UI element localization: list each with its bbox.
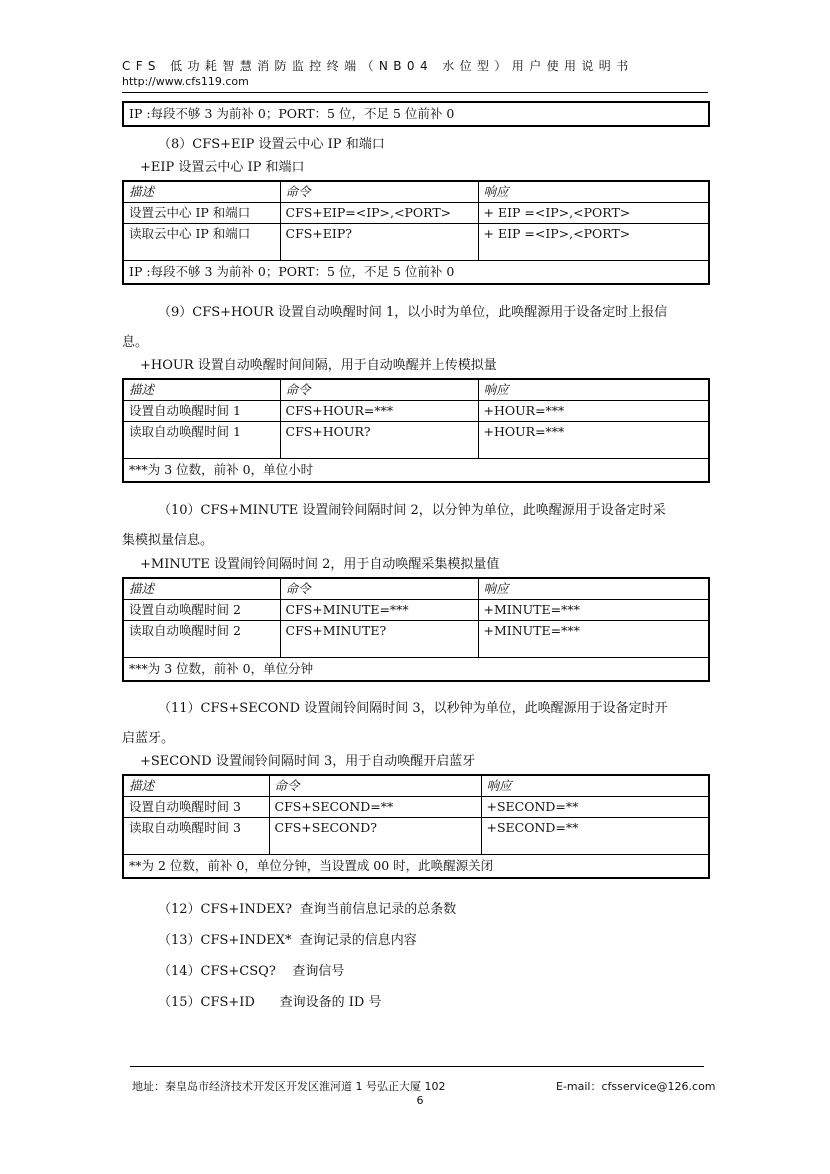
header-divider (122, 92, 708, 93)
table-row (123, 818, 709, 855)
cell-command: CFS+SECOND=** (269, 797, 481, 818)
table-note: **为 2 位数，前补 0，单位分钟，当设置成 00 时，此唤醒源关闭 (123, 855, 709, 879)
col-command: 命令 (280, 379, 478, 401)
hour-command-table (122, 378, 710, 483)
document-title: CFS 低功耗智慧消防监控终端（NB04 水位型）用户使用说明书 (122, 59, 634, 73)
cell-description: 读取自动唤醒时间 1 (123, 422, 280, 459)
table-row (123, 401, 709, 422)
col-command: 命令 (280, 578, 478, 600)
col-command: 命令 (280, 181, 478, 203)
page-number: 6 (416, 1094, 424, 1107)
table-row (123, 224, 709, 261)
table-row (123, 621, 709, 658)
cell-description: 设置自动唤醒时间 3 (123, 797, 269, 818)
list-item: （13）CFS+INDEX* 查询记录的信息内容 (158, 933, 417, 948)
website-url[interactable]: http://www.cfs119.com (122, 75, 249, 88)
list-item: （15）CFS+ID 查询设备的 ID 号 (158, 995, 382, 1010)
col-response: 响应 (481, 775, 709, 797)
cell-response: +SECOND=** (481, 818, 709, 855)
page-header (122, 58, 708, 90)
cell-command: CFS+EIP=<IP>,<PORT> (280, 203, 478, 224)
col-command: 命令 (269, 775, 481, 797)
cell-response: +MINUTE=*** (478, 621, 709, 658)
section-8-heading: （8）CFS+EIP 设置云中心 IP 和端口 (158, 137, 385, 152)
col-description: 描述 (123, 379, 280, 401)
cell-command: CFS+MINUTE? (280, 621, 478, 658)
cell-response: +MINUTE=*** (478, 600, 709, 621)
list-item: （12）CFS+INDEX? 查询当前信息记录的总条数 (158, 902, 457, 917)
cell-description: 读取云中心 IP 和端口 (123, 224, 280, 261)
cell-command: CFS+HOUR=*** (280, 401, 478, 422)
table-header-row (123, 379, 709, 401)
table-header-row (123, 181, 709, 203)
cell-description: 设置自动唤醒时间 1 (123, 401, 280, 422)
footer-divider (130, 1066, 704, 1067)
cell-command: CFS+SECOND? (269, 818, 481, 855)
footer-email[interactable]: E-mail：cfsservice@126.com (556, 1080, 716, 1093)
col-response: 响应 (478, 379, 709, 401)
col-response: 响应 (478, 181, 709, 203)
table-row (123, 797, 709, 818)
table-note: ***为 3 位数，前补 0，单位小时 (123, 459, 709, 483)
minute-command-table (122, 577, 710, 682)
col-description: 描述 (123, 181, 280, 203)
cell-command: CFS+EIP? (280, 224, 478, 261)
table-note: IP :每段不够 3 为前补 0；PORT：5 位，不足 5 位前补 0 (123, 261, 709, 285)
cell-description: 读取自动唤醒时间 2 (123, 621, 280, 658)
table-header-row (123, 775, 709, 797)
table-note: ***为 3 位数，前补 0，单位分钟 (123, 658, 709, 682)
second-command-table (122, 774, 710, 879)
col-description: 描述 (123, 775, 269, 797)
cell-description: 读取自动唤醒时间 3 (123, 818, 269, 855)
table-row (123, 600, 709, 621)
continued-note-table (122, 101, 710, 127)
col-description: 描述 (123, 578, 280, 600)
footer-address: 地址：秦皇岛市经济技术开发区开发区淮河道 1 号弘正大厦 102 (132, 1080, 446, 1093)
eip-command-table (122, 180, 710, 285)
cell-description: 设置自动唤醒时间 2 (123, 600, 280, 621)
col-response: 响应 (478, 578, 709, 600)
section-11-paragraph: （11）CFS+SECOND 设置闹铃间隔时间 3，以秒钟为单位，此唤醒源用于设备定时开启蓝牙。 (122, 701, 668, 746)
section-8-subheading: +EIP 设置云中心 IP 和端口 (140, 160, 305, 175)
cell-response: + EIP =<IP>,<PORT> (478, 224, 709, 261)
section-10-paragraph: （10）CFS+MINUTE 设置闹铃间隔时间 2，以分钟为单位，此唤醒源用于设备定时采集模拟量信息。 (122, 503, 666, 548)
section-9-subheading: +HOUR 设置自动唤醒时间间隔，用于自动唤醒并上传模拟量 (140, 358, 497, 373)
table-row (123, 203, 709, 224)
cell-response: +HOUR=*** (478, 401, 709, 422)
cell-response: + EIP =<IP>,<PORT> (478, 203, 709, 224)
table-row (123, 422, 709, 459)
list-item: （14）CFS+CSQ? 查询信号 (158, 964, 345, 979)
table-note: IP :每段不够 3 为前补 0；PORT：5 位，不足 5 位前补 0 (123, 102, 709, 126)
section-11-subheading: +SECOND 设置闹铃间隔时间 3，用于自动唤醒开启蓝牙 (140, 754, 476, 769)
cell-command: CFS+HOUR? (280, 422, 478, 459)
cell-command: CFS+MINUTE=*** (280, 600, 478, 621)
section-10-subheading: +MINUTE 设置闹铃间隔时间 2，用于自动唤醒采集模拟量值 (140, 557, 500, 572)
table-header-row (123, 578, 709, 600)
cell-response: +HOUR=*** (478, 422, 709, 459)
cell-description: 设置云中心 IP 和端口 (123, 203, 280, 224)
section-9-paragraph: （9）CFS+HOUR 设置自动唤醒时间 1，以小时为单位，此唤醒源用于设备定时上报信息。 (122, 305, 668, 350)
cell-response: +SECOND=** (481, 797, 709, 818)
